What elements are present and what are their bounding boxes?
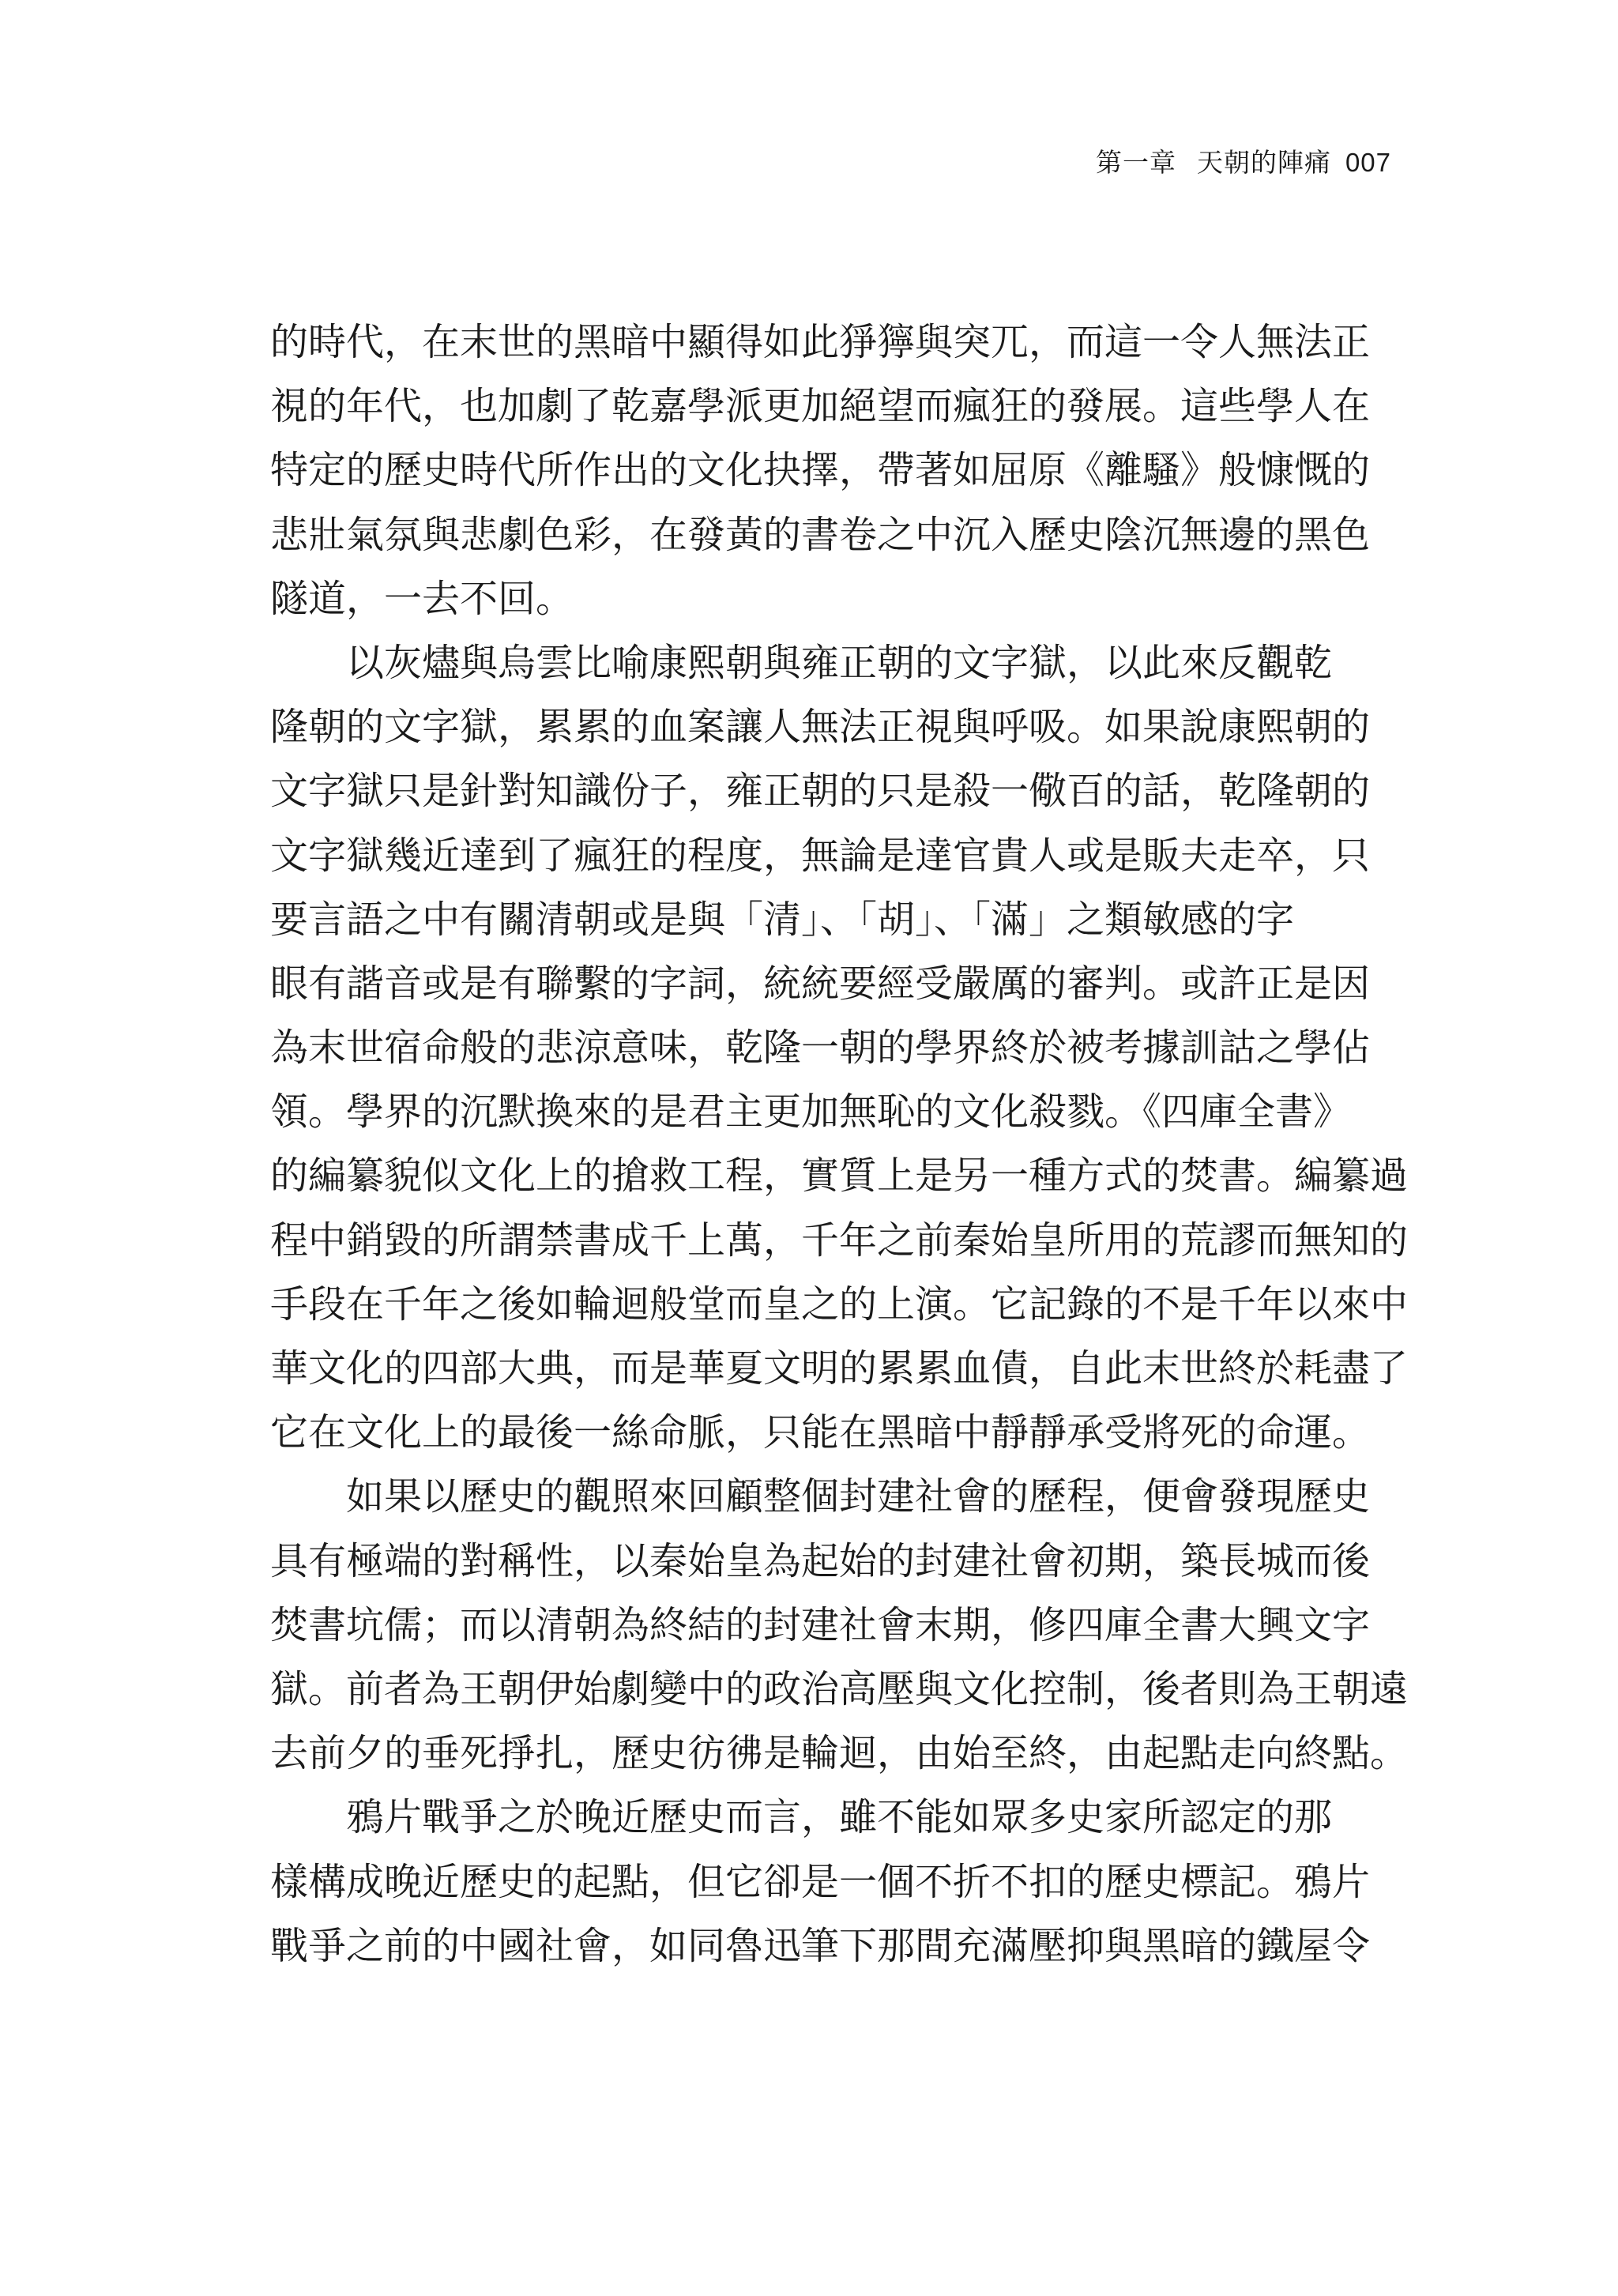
text-line: 的時代，在末世的黑暗中顯得如此猙獰與突兀，而這一令人無法正 (270, 320, 1371, 364)
paragraph-first-line: 如果以歷史的觀照來回顧整個封建社會的歷程，便會發現歷史 (346, 1474, 1371, 1519)
text-line: 華文化的四部大典，而是華夏文明的累累血債，自此末世終於耗盡了 (270, 1346, 1409, 1391)
text-line: 要言語之中有關清朝或是與「清」、「胡」、「滿」之類敏感的字 (270, 897, 1295, 942)
text-line: 隧道，一去不回。 (270, 576, 574, 621)
text-line: 文字獄幾近達到了瘋狂的程度，無論是達官貴人或是販夫走卒，只 (270, 833, 1371, 878)
chapter-title: 天朝的陣痛 (1196, 147, 1331, 178)
text-line: 焚書坑儒；而以清朝為終結的封建社會末期，修四庫全書大興文字 (270, 1602, 1371, 1647)
text-line: 手段在千年之後如輪迴般堂而皇之的上演。它記錄的不是千年以來中 (270, 1282, 1409, 1327)
text-line: 視的年代，也加劇了乾嘉學派更加絕望而瘋狂的發展。這些學人在 (270, 384, 1371, 429)
text-line: 隆朝的文字獄，累累的血案讓人無法正視與呼吸。如果說康熙朝的 (270, 705, 1371, 750)
text-line: 眼有諧音或是有聯繫的字詞，統統要經受嚴厲的審判。或許正是因 (270, 961, 1371, 1006)
chapter-label: 第一章 (1095, 147, 1176, 178)
body-text (270, 311, 1409, 1978)
text-line: 的編纂貌似文化上的搶救工程，實質上是另一種方式的焚書。編纂過 (270, 1154, 1409, 1199)
text-line: 樣構成晚近歷史的起點，但它卻是一個不折不扣的歷史標記。鴉片 (270, 1859, 1371, 1904)
text-line: 它在文化上的最後一絲命脈，只能在黑暗中靜靜承受將死的命運。 (270, 1410, 1371, 1455)
text-line: 獄。前者為王朝伊始劇變中的政治高壓與文化控制，後者則為王朝遠 (270, 1666, 1409, 1711)
text-line: 特定的歷史時代所作出的文化抉擇，帶著如屈原《離騷》般慷慨的 (270, 448, 1371, 493)
text-line: 程中銷毀的所謂禁書成千上萬，千年之前秦始皇所用的荒謬而無知的 (270, 1218, 1409, 1263)
paragraph-first-line: 以灰燼與烏雲比喻康熙朝與雍正朝的文字獄，以此來反觀乾 (346, 640, 1333, 685)
paragraph-first-line: 鴉片戰爭之於晚近歷史而言，雖不能如眾多史家所認定的那 (346, 1795, 1333, 1840)
text-line: 文字獄只是針對知識份子，雍正朝的只是殺一儆百的話，乾隆朝的 (270, 769, 1371, 814)
page-number: 007 (1345, 148, 1391, 177)
running-header (1096, 147, 1391, 179)
text-line: 悲壯氣氛與悲劇色彩，在發黃的書卷之中沉入歷史陰沉無邊的黑色 (270, 512, 1371, 557)
text-line: 為末世宿命般的悲涼意味，乾隆一朝的學界終於被考據訓詁之學佔 (270, 1026, 1371, 1071)
text-line: 戰爭之前的中國社會，如同魯迅筆下那間充滿壓抑與黑暗的鐵屋令 (270, 1923, 1371, 1968)
text-line: 去前夕的垂死掙扎，歷史彷彿是輪迴，由始至終，由起點走向終點。 (270, 1731, 1409, 1776)
text-line: 具有極端的對稱性，以秦始皇為起始的封建社會初期，築長城而後 (270, 1538, 1371, 1583)
text-line: 領。學界的沉默換來的是君主更加無恥的文化殺戮。《四庫全書》 (270, 1090, 1352, 1135)
